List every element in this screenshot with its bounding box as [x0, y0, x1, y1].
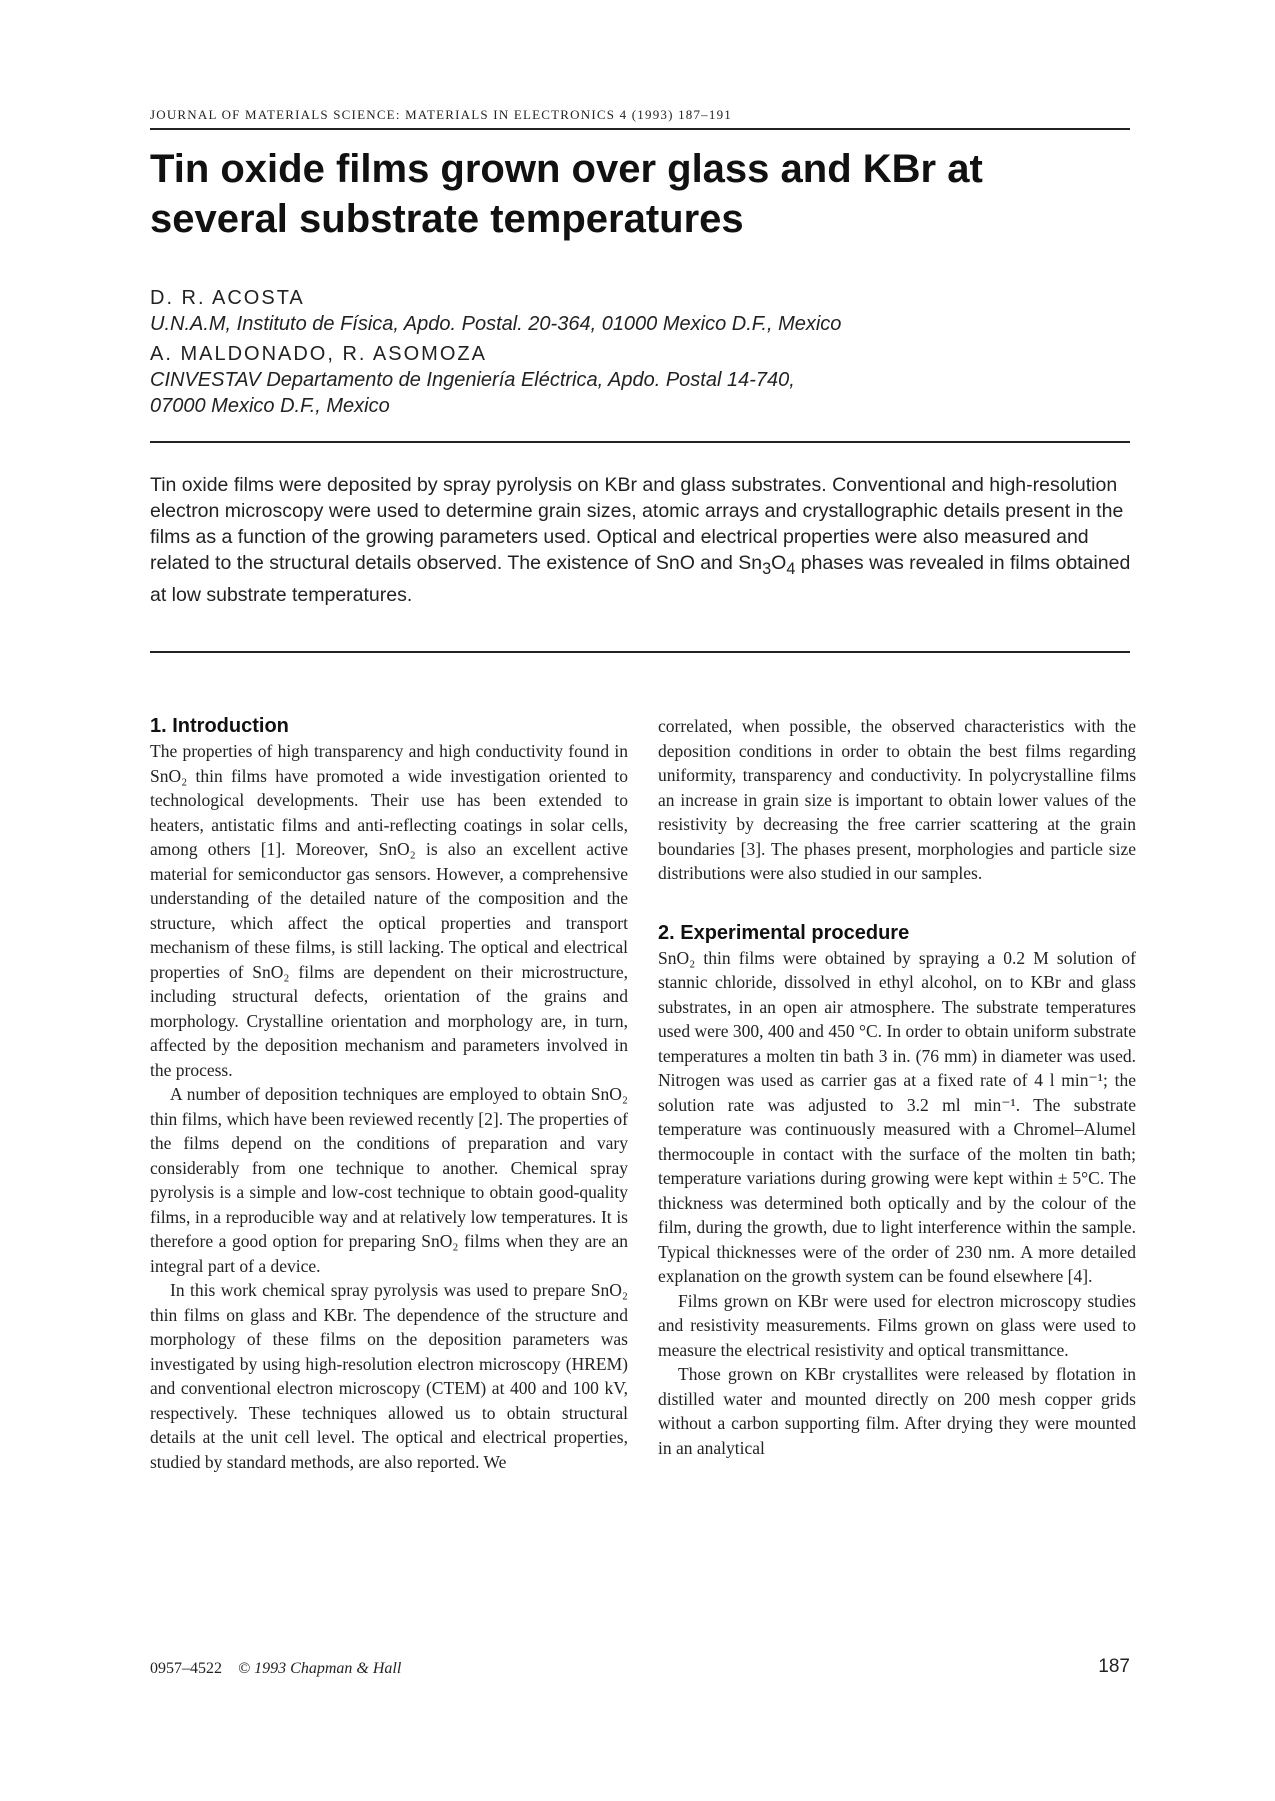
left-column	[150, 713, 628, 1474]
paragraph: SnO₂ thin films were obtained by spraying a 0.2 M solution of stannic chloride, dissolved in ethyl alcohol, on to KBr and glass substrates, in an open air atmosphere. The substrate temperatures used were 300, 400 and 450 °C. In order to obtain uniform substrate temperatures a molten tin bath 3 in. (76 mm) in diameter was used. Nitrogen was used as carrier gas at a fixed rate of 4 l min⁻¹; the solution rate was adjusted to 3.2 ml min⁻¹. The substrate temperature was continuously measured with a Chromel–Alumel thermocouple in contact with the surface of the molten tin bath; temperature variations during growing were kept within ± 5°C. The thickness was determined both optically and by the colour of the film, during the growth, due to light interference within the sample. Typical thicknesses were of the order of 230 nm. A more detailed explanation on the growth system can be found elsewhere [4].	[658, 947, 1136, 1286]
section-heading-experimental: 2. Experimental procedure	[658, 921, 910, 944]
abstract-rule-bottom	[150, 651, 1130, 653]
paragraph: The properties of high transparency and high conductivity found in SnO₂ thin films have promoted a wide investigation oriented to technological developments. Their use has been extended to heaters, antistatic films and anti-reflecting coatings in solar cells, among others [1]. Moreover, SnO₂ is also an excellent active material for semiconductor gas sensors. However, a comprehensive understanding of the detailed nature of the composition and the structure, which affect the optical properties and transport mechanism of these films, is still lacking. The optical and electrical properties of SnO₂ films are dependent on their microstructure, including structural defects, orientation of the grains and morphology. Crystalline orientation and morphology are, in turn, affected by the deposition mechanism and parameters involved in the process.	[150, 741, 628, 1080]
author-names-1: D. R. ACOSTA	[150, 287, 305, 309]
paragraph: Those grown on KBr crystallites were released by flotation in distilled water and mounted directly on 200 mesh copper grids without a carbon supporting film. After drying they were mounted in an analytical	[658, 1364, 1136, 1458]
paragraph: A number of deposition techniques are employed to obtain SnO₂ thin films, which have been reviewed recently [2]. The properties of the films depend on the conditions of preparation and vary considerably from one technique to another. Chemical spray pyrolysis is a simple and low-cost technique to obtain good-quality films, in a reproducible way and at relatively low temperatures. It is therefore a good option for preparing SnO₂ films when they are an integral part of a device.	[150, 1084, 628, 1276]
journal-header: JOURNAL OF MATERIALS SCIENCE: MATERIALS IN ELECTRONICS 4 (1993) 187–191	[150, 107, 732, 122]
paragraph: In this work chemical spray pyrolysis was used to prepare SnO₂ thin films on glass and KBr. The dependence of the structure and morphology of these films on the deposition parameters was investigated by using high-resolution electron microscopy (HREM) and conventional electron microscopy (CTEM) at 400 and 100 kV, respectively. These techniques allowed us to obtain structural details at the unit cell level. The optical and electrical properties, studied by standard methods, are also reported. We	[150, 1280, 628, 1472]
affiliation-2-line1: CINVESTAV Departamento de Ingeniería Eléctrica, Apdo. Postal 14-740,	[150, 369, 795, 391]
copyright: © 1993 Chapman & Hall	[238, 1660, 402, 1677]
right-column	[658, 714, 1136, 1460]
abstract-rule-top	[150, 441, 1130, 443]
affiliation-2-line2: 07000 Mexico D.F., Mexico	[150, 395, 390, 417]
header-rule	[150, 128, 1130, 130]
paper-title: Tin oxide films grown over glass and KBr at several substrate temperatures	[150, 147, 983, 241]
page-number: 187	[1098, 1656, 1130, 1677]
author-names-2: A. MALDONADO, R. ASOMOZA	[150, 343, 487, 365]
author-block	[150, 285, 1150, 419]
abstract: Tin oxide films were deposited by spray pyrolysis on KBr and glass substrates. Conventional and high-resolution electron microscopy were used to determine grain sizes, atomic arrays and crystallographic details present in the films as a function of the growing parameters used. Optical and electrical properties were also measured and related to the structural details observed. The existence of SnO and $Sn_3O_4$ phases was revealed in films obtained at low substrate temperatures.	[150, 474, 1131, 606]
paragraph: correlated, when possible, the observed characteristics with the deposition conditions in order to obtain the best films regarding uniformity, transparency and conductivity. In polycrystalline films an increase in grain size is important to obtain lower values of the resistivity by decreasing the free carrier scattering at the grain boundaries [3]. The phases present, morphologies and particle size distributions were also studied in our samples.	[658, 716, 1136, 883]
section-heading-introduction: 1. Introduction	[150, 715, 289, 737]
footer-citation	[150, 1660, 401, 1678]
issn: 0957–4522	[150, 1660, 222, 1677]
affiliation-1: U.N.A.M, Instituto de Física, Apdo. Postal. 20-364, 01000 Mexico D.F., Mexico	[150, 313, 842, 335]
paragraph: Films grown on KBr were used for electron microscopy studies and resistivity measurements. Films grown on glass were used to measure the electrical resistivity and optical transmittance.	[658, 1290, 1136, 1360]
